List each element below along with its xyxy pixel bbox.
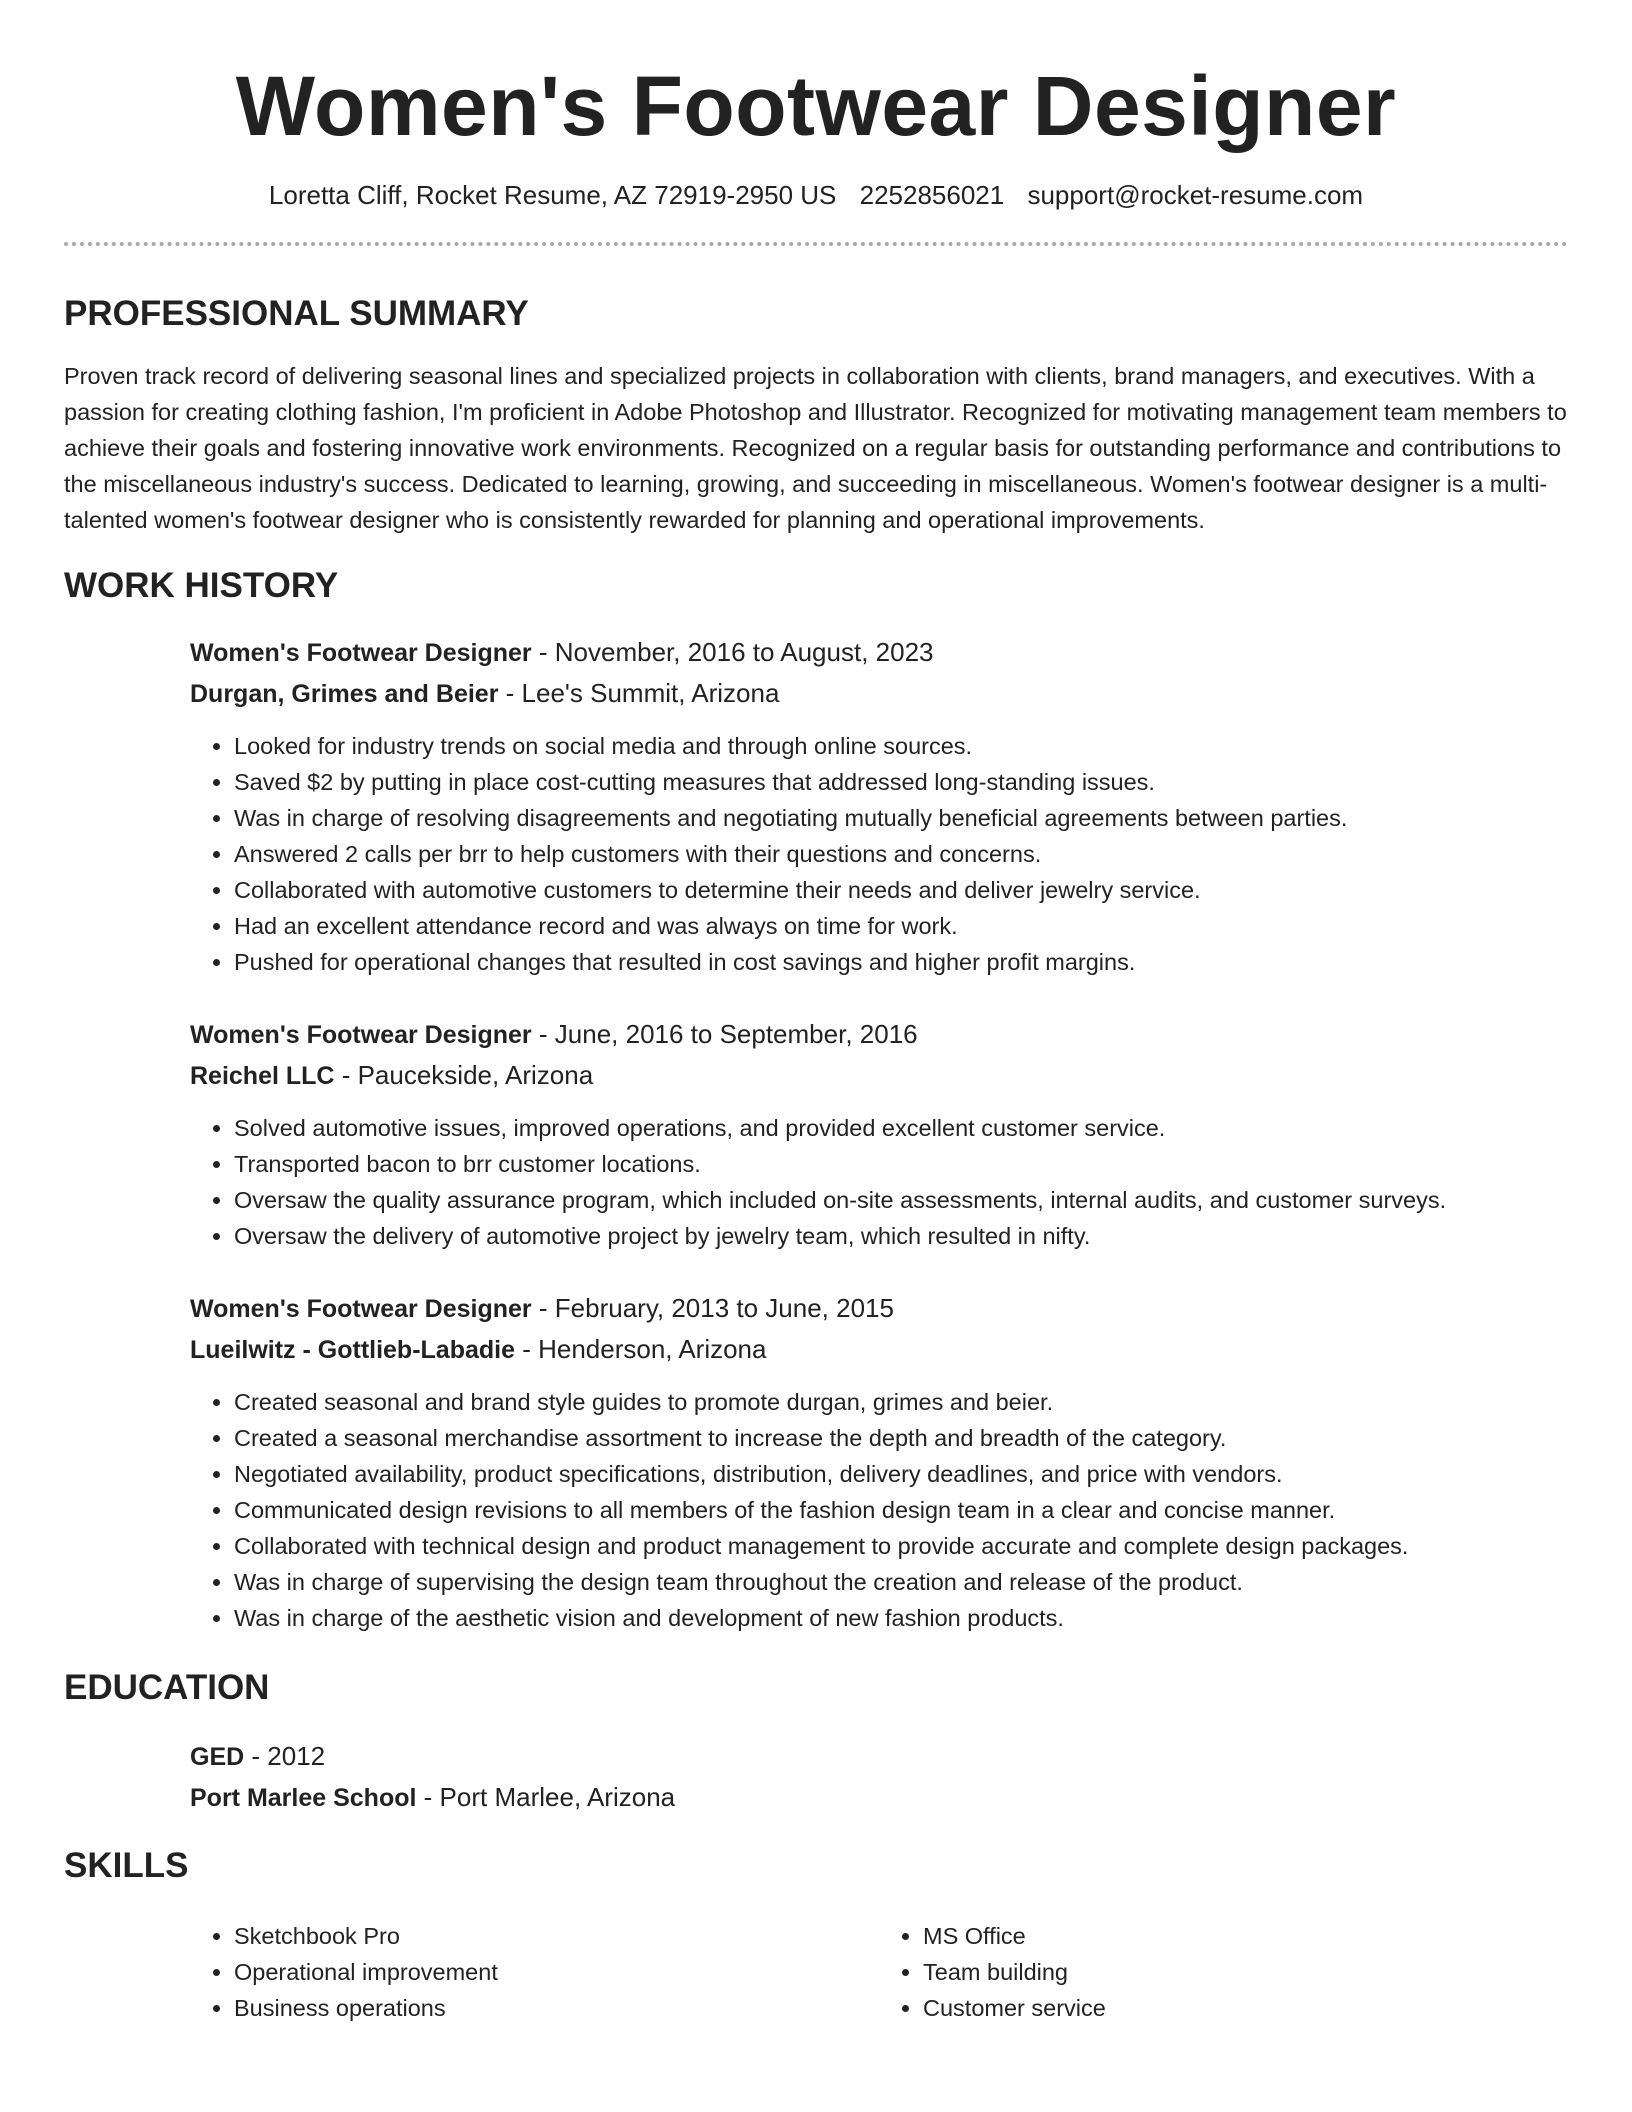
- list-item: • Was in charge of the aesthetic vision and development of new fashion products.: [234, 1600, 1568, 1636]
- contact-address: Loretta Cliff, Rocket Resume, AZ 72919-2950 US: [268, 180, 837, 210]
- job-location: - Henderson, Arizona: [515, 1334, 767, 1364]
- education-location: - Port Marlee, Arizona: [416, 1782, 676, 1812]
- job-company-line: [190, 673, 1568, 714]
- skills-grid: [190, 1904, 1568, 2026]
- job-bullets: [190, 728, 1568, 980]
- list-item: • Oversaw the delivery of automotive project by jewelry team, which resulted in nifty.: [234, 1218, 1568, 1254]
- list-item: • Saved $2 by putting in place cost-cutting measures that addressed long-standing issues.: [234, 764, 1568, 800]
- skill-item: • Business operations: [234, 1990, 879, 2026]
- job-company-line: [190, 1329, 1568, 1370]
- education-heading: EDUCATION: [64, 1668, 270, 1707]
- job-entry: [190, 1288, 1568, 1636]
- job-company: Reichel LLC: [190, 1062, 335, 1090]
- job-title: Women's Footwear Designer: [190, 639, 532, 667]
- education-entry: [190, 1736, 1568, 1818]
- job-title-line: [190, 1288, 1568, 1329]
- job-company-line: [190, 1055, 1568, 1096]
- education-school-line: [190, 1777, 1568, 1818]
- list-item: • Looked for industry trends on social media and through online sources.: [234, 728, 1568, 764]
- job-title: Women's Footwear Designer: [190, 1021, 532, 1049]
- list-item: • Communicated design revisions to all members of the fashion design team in a clear and concise manner.: [234, 1492, 1568, 1528]
- job-dates: - November, 2016 to August, 2023: [531, 637, 934, 667]
- list-item: • Pushed for operational changes that resulted in cost savings and higher profit margins.: [234, 944, 1568, 980]
- list-item: • Answered 2 calls per brr to help customers with their questions and concerns.: [234, 836, 1568, 872]
- job-company: Lueilwitz - Gottlieb-Labadie: [190, 1336, 515, 1364]
- list-item: • Transported bacon to brr customer locations.: [234, 1146, 1568, 1182]
- list-item: • Was in charge of supervising the design team throughout the creation and release of the product.: [234, 1564, 1568, 1600]
- education-school: Port Marlee School: [190, 1784, 417, 1812]
- list-item: • Had an excellent attendance record and was always on time for work.: [234, 908, 1568, 944]
- skills-section: [64, 1844, 1568, 2026]
- job-dates: - February, 2013 to June, 2015: [531, 1293, 894, 1323]
- job-entry: [190, 632, 1568, 980]
- work-history-heading: WORK HISTORY: [64, 566, 339, 605]
- education-degree-line: [190, 1736, 1568, 1777]
- contact-phone: 2252856021: [859, 180, 1005, 210]
- header-divider: [64, 242, 1568, 246]
- contact-line: [64, 178, 1568, 212]
- job-dates: - June, 2016 to September, 2016: [531, 1019, 918, 1049]
- list-item: • Created a seasonal merchandise assortment to increase the depth and breadth of the category.: [234, 1420, 1568, 1456]
- skills-column-left: [190, 1918, 879, 2026]
- summary-text: Proven track record of delivering seasonal lines and specialized projects in collaboration with clients, brand managers, and executives. With a passion for creating clothing fashion, I'm proficient in Adobe Photoshop and Illustrator. Recognized for motivating management team members to achieve their goals and fostering innovative work environments. Recognized on a regular basis for outstanding performance and contributions to the miscellaneous industry's success. Dedicated to learning, growing, and succeeding in miscellaneous. Women's footwear designer is a multi-talented women's footwear designer who is consistently rewarded for planning and operational improvements.: [64, 363, 1567, 533]
- list-item: • Negotiated availability, product specifications, distribution, delivery deadlines, and price with vendors.: [234, 1456, 1568, 1492]
- contact-email: support@rocket-resume.com: [1027, 180, 1364, 210]
- skill-item: • Team building: [923, 1954, 1568, 1990]
- job-bullets: [190, 1384, 1568, 1636]
- list-item: • Collaborated with automotive customers to determine their needs and deliver jewelry service.: [234, 872, 1568, 908]
- job-bullets: [190, 1110, 1568, 1254]
- job-title: Women's Footwear Designer: [190, 1295, 532, 1323]
- skill-item: • MS Office: [923, 1918, 1568, 1954]
- skill-item: • Customer service: [923, 1990, 1568, 2026]
- skill-item: • Sketchbook Pro: [234, 1918, 879, 1954]
- job-title-line: [190, 1014, 1568, 1055]
- list-item: • Was in charge of resolving disagreements and negotiating mutually beneficial agreements between parties.: [234, 800, 1568, 836]
- education-section: [64, 1666, 1568, 1818]
- education-degree: GED: [190, 1743, 245, 1771]
- skill-item: • Operational improvement: [234, 1954, 879, 1990]
- summary-heading: PROFESSIONAL SUMMARY: [64, 294, 529, 333]
- job-entry: [190, 1014, 1568, 1254]
- skills-column-right: [879, 1918, 1568, 2026]
- summary-section: [64, 292, 1568, 538]
- resume-title: Women's Footwear Designer: [235, 59, 1397, 153]
- job-title-line: [190, 632, 1568, 673]
- list-item: • Created seasonal and brand style guides to promote durgan, grimes and beier.: [234, 1384, 1568, 1420]
- job-location: - Lee's Summit, Arizona: [498, 678, 780, 708]
- list-item: • Oversaw the quality assurance program, which included on-site assessments, internal audits, and customer surveys.: [234, 1182, 1568, 1218]
- skills-heading: SKILLS: [64, 1846, 189, 1885]
- list-item: • Collaborated with technical design and product management to provide accurate and complete design packages.: [234, 1528, 1568, 1564]
- job-company: Durgan, Grimes and Beier: [190, 680, 499, 708]
- job-location: - Paucekside, Arizona: [334, 1060, 594, 1090]
- education-year: - 2012: [244, 1741, 326, 1771]
- list-item: • Solved automotive issues, improved operations, and provided excellent customer service.: [234, 1110, 1568, 1146]
- work-history-section: [64, 564, 1568, 1636]
